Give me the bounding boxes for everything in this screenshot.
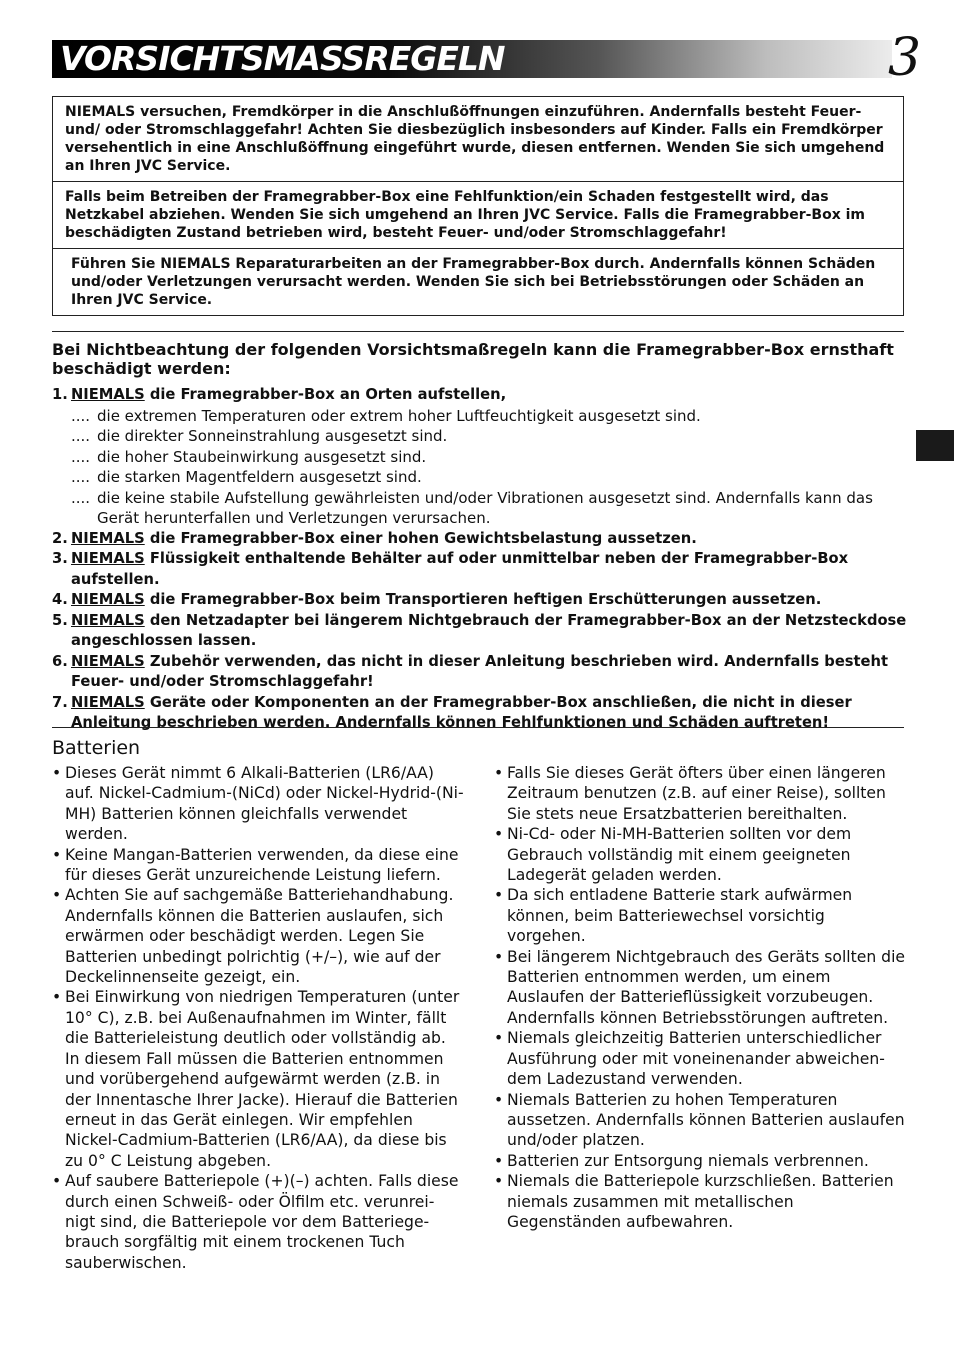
battery-note: • Batterien zur Entsorgung niemals verbrennen. [494,1151,869,1170]
page-title: VORSICHTSMASSREGELN [60,39,505,78]
precaution-item: 2. NIEMALS die Framegrabber-Box einer hohen Gewichtsbelastung aussetzen. [52,529,697,547]
warning-foreign-objects: NIEMALS versuchen, Fremdkörper in die Anschlußöffnungen einzuführen. Andernfalls besteht Feuer- und/ oder Stromschlaggefahr! Achten Sie diesbezüglich insbesonders auf Kinder. Falls ein Fremdkörper versehentlich in eine Anschlußöffnung eingeführt wurde, diesen entfernen. Wenden Sie sich umgehend an Ihren JVC Service. [65,104,885,174]
warning-repair: Führen Sie NIEMALS Reparaturarbeiten an der Framegrabber-Box durch. Andernfalls können Schäden und/oder Verletzungen verursacht werden. Wenden Sie sich bei Betriebsstörungen oder Schäden an Ihren JVC Service. [53,248,903,315]
divider-top [52,331,904,332]
precautions-intro: Bei Nichtbeachtung der folgenden Vorsichtsmaßregeln kann die Framegrabber-Box ernsthaft beschädigt werden: [52,340,894,378]
keyword-niemals: NIEMALS [71,591,145,608]
battery-note: • Keine Mangan-Batterien verwenden, da diese eine für dieses Gerät unzureichende Leistung liefern. [52,845,459,885]
battery-note: • Bei Einwirkung von niedrigen Temperaturen (unter 10° C), z.B. bei Außenaufnahmen im Winter, fällt die Batterieleistung deutlich oder vollständig ab. In diesem Fall müssen die Batterien entnommen und vorübergehend aufgewärmt werden (z.B. in der Innentasche Ihrer Jacke). Hierauf die Batterien erneut in das Gerät einlegen. Wir empfehlen Nickel-Cadmium-Batterien (LR6/AA), da diese bis zu 0° C Leistung abgeben. [52,988,460,1170]
warning-box [52,96,904,316]
precaution-item: 6. NIEMALS Zubehör verwenden, das nicht in dieser Anleitung beschrieben wird. Andernfalls besteht Feuer- und/oder Stromschlaggefahr! [52,652,888,690]
batteries-column-left [52,763,464,1273]
keyword-niemals: NIEMALS [71,611,145,629]
keyword-niemals: NIEMALS [71,550,145,567]
battery-note: • Achten Sie auf sachgemäße Batteriehandhabung. Andernfalls können die Batterien auslaufen, sich erwärmen oder beschädigt werden. Legen Sie Batterien unbedingt polrichtig (+/–), wie auf der Deckelinnenseite gezeigt, ein. [52,886,454,987]
battery-note: • Niemals gleichzeitig Batterien unterschiedlicher Ausführung oder mit voneinenander abweichen-dem Ladezustand verwenden. [494,1029,885,1089]
precaution-subitem: .... die hoher Staubeinwirkung ausgesetzt sind. [71,447,427,466]
keyword-niemals: NIEMALS [71,529,145,547]
warning-malfunction: Falls beim Betreiben der Framegrabber-Box eine Fehlfunktion/ein Schaden festgestellt wird, das Netzkabel abziehen. Wenden Sie sich umgehend an Ihren JVC Service. Falls die Framegrabber-Box im beschädigten Zustand betrieben wird, besteht Feuer- und/oder Stromschlaggefahr! [53,181,903,248]
keyword-niemals: NIEMALS [71,693,145,711]
divider-bottom [52,727,904,728]
battery-note: • Dieses Gerät nimmt 6 Alkali-Batterien (LR6/AA) auf. Nickel-Cadmium-(NiCd) oder Nickel-Hydrid-(Ni-MH) Batterien können gleichfalls verwendet werden. [52,764,464,844]
battery-note: • Ni-Cd- oder Ni-MH-Batterien sollten vor dem Gebrauch vollständig mit einem geeigneten Ladegerät geladen werden. [494,825,852,885]
precautions-list [52,385,912,734]
precaution-subitem: .... die direkter Sonneinstrahlung ausgesetzt sind. [71,427,448,445]
battery-note: • Falls Sie dieses Gerät öfters über einen längeren Zeitraum benutzen (z.B. auf einer Reise), sollten Sie stets neue Ersatzbatterien bereithalten. [494,764,886,823]
battery-note: • Da sich entladene Batterie stark aufwärmen können, beim Batteriewechsel vorsichtig vorgehen. [494,886,853,946]
battery-note: • Auf saubere Batteriepole (+)(–) achten. Falls diese durch einen Schweiß- oder Ölfilm etc. verunrei-nigt sind, die Batteriepole vor dem Batteriege-brauch sorgfältig mit einem trockenen Tuch sauberwischen. [52,1172,459,1272]
precaution-item: 3. NIEMALS Flüssigkeit enthaltende Behälter auf oder unmittelbar neben der Framegrabber-Box aufstellen. [52,550,849,588]
batteries-column-right [494,763,906,1232]
page-number: 3 [888,28,922,88]
section-tab-marker [916,430,954,461]
precaution-subitem: .... die extremen Temperaturen oder extrem hoher Luftfeuchtigkeit ausgesetzt sind. [71,406,701,425]
precaution-subitem: .... die starken Magentfeldern ausgesetzt sind. [71,468,422,486]
keyword-niemals: NIEMALS [71,652,145,670]
battery-note: • Niemals Batterien zu hohen Temperaturen aussetzen. Andernfalls können Batterien auslaufen und/oder platzen. [494,1090,905,1150]
precaution-subitem: .... die keine stabile Aufstellung gewährleisten und/oder Vibrationen ausgesetzt sind. Andernfalls kann das Gerät herunterfallen und Verletzungen verursachen. [71,488,873,527]
battery-note: • Niemals die Batteriepole kurzschließen. Batterien niemals zusammen mit metallischen Gegenständen aufbewahren. [494,1172,894,1231]
battery-note: • Bei längerem Nichtgebrauch des Geräts sollten die Batterien entnommen werden, um einem Auslaufen der Batterieflüssigkeit vorzubeugen. Andernfalls können Betriebsstörungen auftreten. [494,947,905,1027]
batteries-heading: Batterien [52,737,141,759]
keyword-niemals: NIEMALS [71,386,145,403]
precaution-item: 7. NIEMALS Geräte oder Komponenten an der Framegrabber-Box anschließen, die nicht in dieser Anleitung beschrieben werden. Andernfalls können Fehlfunktionen und Schäden auftreten! [52,693,852,731]
precaution-item: 5. NIEMALS den Netzadapter bei längerem Nichtgebrauch der Framegrabber-Box an der Netzsteckdose angeschlossen lassen. [52,611,907,649]
precaution-item: 4. NIEMALS die Framegrabber-Box beim Transportieren heftigen Erschütterungen aussetzen. [52,591,822,608]
precaution-item: 1. NIEMALS die Framegrabber-Box an Orten aufstellen, [52,386,507,403]
